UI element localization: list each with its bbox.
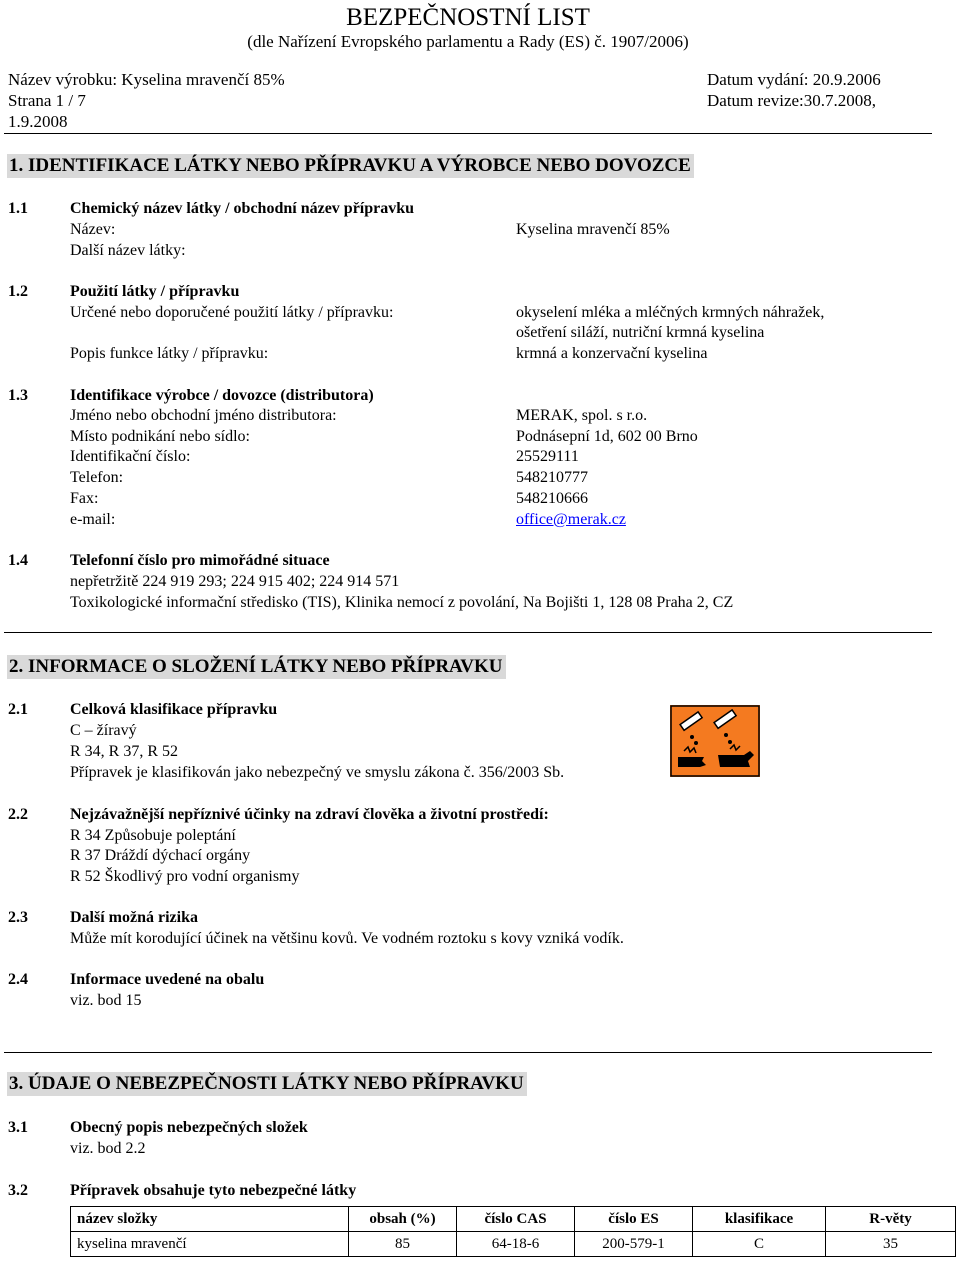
document-subtitle: (dle Nařízení Evropského parlamentu a Rady (ES) č. 1907/2006) — [247, 32, 689, 51]
field-label: Fax: — [70, 490, 99, 507]
subsection-number: 3.2 — [8, 1182, 28, 1199]
table-header-cell: klasifikace — [693, 1207, 826, 1232]
table-header-cell: R-věty — [826, 1207, 956, 1232]
email-link[interactable]: office@merak.cz — [516, 511, 626, 528]
subsection-number: 2.4 — [8, 971, 28, 988]
section-3-heading: 3. ÚDAJE O NEBEZPEČNOSTI LÁTKY NEBO PŘÍPRAVKU — [7, 1072, 527, 1096]
field-value: 548210666 — [516, 490, 588, 507]
composition-table — [70, 1206, 956, 1257]
issue-date: Datum vydání: 20.9.2006 — [707, 70, 881, 89]
corrosive-hazard-icon — [670, 705, 760, 777]
field-label: Název: — [70, 221, 116, 238]
field-value: krmná a konzervační kyselina — [516, 345, 708, 362]
field-value: MERAK, spol. s r.o. — [516, 407, 648, 424]
subsection-number: 1.3 — [8, 387, 28, 404]
field-label: Jméno nebo obchodní jméno distributora: — [70, 407, 337, 424]
subsection-title: Chemický název látky / obchodní název přípravku — [70, 200, 415, 217]
other-risks: Může mít korodující účinek na většinu kovů. Ve vodném roztoku s kovy vzniká vodík. — [70, 930, 624, 947]
subsection-title: Telefonní číslo pro mimořádné situace — [70, 552, 330, 569]
subsection-title: Identifikace výrobce / dovozce (distributora) — [70, 387, 374, 404]
divider — [4, 632, 932, 633]
subsection-title: Nejzávažnější nepříznivé účinky na zdraví člověka a životní prostředí: — [70, 806, 549, 823]
field-label: Telefon: — [70, 469, 124, 486]
classification-symbol: C – žíravý — [70, 722, 137, 739]
subsection-number: 2.3 — [8, 909, 28, 926]
section-1-heading: 1. IDENTIFIKACE LÁTKY NEBO PŘÍPRAVKU A VÝROBCE NEBO DOVOZCE — [7, 154, 694, 178]
subsection-title: Další možná rizika — [70, 909, 198, 926]
revision-date-2: 1.9.2008 — [8, 112, 68, 131]
table-header-cell: číslo CAS — [457, 1207, 575, 1232]
divider — [4, 1052, 932, 1053]
subsection-number: 1.2 — [8, 283, 28, 300]
product-name: Název výrobku: Kyselina mravenčí 85% — [8, 70, 285, 89]
subsection-number: 2.1 — [8, 701, 28, 718]
field-label: Další název látky: — [70, 242, 186, 259]
table-cell: 200-579-1 — [575, 1232, 693, 1257]
table-cell: 35 — [826, 1232, 956, 1257]
page-number: Strana 1 / 7 — [8, 91, 86, 110]
subsection-number: 1.1 — [8, 200, 28, 217]
field-value: Kyselina mravenčí 85% — [516, 221, 670, 238]
emergency-center: Toxikologické informační středisko (TIS), Klinika nemocí z povolání, Na Bojišti 1, 128 08 Praha 2, CZ — [70, 594, 734, 611]
subsection-title: Použití látky / přípravku — [70, 283, 240, 300]
section-2-heading: 2. INFORMACE O SLOŽENÍ LÁTKY NEBO PŘÍPRAVKU — [7, 655, 506, 679]
hazard-description: viz. bod 2.2 — [70, 1140, 146, 1157]
emergency-phones: nepřetržitě 224 919 293; 224 915 402; 224 914 571 — [70, 573, 400, 590]
revision-date: Datum revize:30.7.2008, — [707, 91, 877, 110]
packaging-info: viz. bod 15 — [70, 992, 142, 1009]
subsection-title: Informace uvedené na obalu — [70, 971, 265, 988]
subsection-number: 2.2 — [8, 806, 28, 823]
field-label: e-mail: — [70, 511, 116, 528]
risk-phrase: R 37 Dráždí dýchací orgány — [70, 847, 251, 864]
subsection-number: 1.4 — [8, 552, 28, 569]
table-cell: 64-18-6 — [457, 1232, 575, 1257]
field-label: Popis funkce látky / přípravku: — [70, 345, 269, 362]
field-label: Místo podnikání nebo sídlo: — [70, 428, 250, 445]
table-header-cell: název složky — [71, 1207, 349, 1232]
table-header-cell: obsah (%) — [349, 1207, 457, 1232]
field-label: Určené nebo doporučené použití látky / přípravku: — [70, 304, 394, 321]
table-cell: 85 — [349, 1232, 457, 1257]
table-row — [71, 1232, 956, 1257]
subsection-number: 3.1 — [8, 1119, 28, 1136]
subsection-title: Přípravek obsahuje tyto nebezpečné látky — [70, 1182, 357, 1199]
field-value: 25529111 — [516, 448, 579, 465]
field-value: okyselení mléka a mléčných krmných náhražek, — [516, 304, 825, 321]
table-cell: C — [693, 1232, 826, 1257]
risk-phrase: R 52 Škodlivý pro vodní organismy — [70, 868, 300, 885]
document-title: BEZPEČNOSTNÍ LIST — [346, 4, 590, 31]
field-value: Podnásepní 1d, 602 00 Brno — [516, 428, 698, 445]
divider — [4, 133, 932, 134]
table-cell: kyselina mravenčí — [71, 1232, 349, 1257]
subsection-title: Celková klasifikace přípravku — [70, 701, 278, 718]
subsection-title: Obecný popis nebezpečných složek — [70, 1119, 308, 1136]
field-value: ošetření siláží, nutriční krmná kyselina — [516, 324, 765, 341]
risk-phrase: R 34 Způsobuje poleptání — [70, 827, 236, 844]
classification-phrases: R 34, R 37, R 52 — [70, 743, 179, 760]
classification-note: Přípravek je klasifikován jako nebezpečný ve smyslu zákona č. 356/2003 Sb. — [70, 764, 565, 781]
table-header-cell: číslo ES — [575, 1207, 693, 1232]
table-header-row — [71, 1207, 956, 1232]
field-value: 548210777 — [516, 469, 588, 486]
field-label: Identifikační číslo: — [70, 448, 191, 465]
